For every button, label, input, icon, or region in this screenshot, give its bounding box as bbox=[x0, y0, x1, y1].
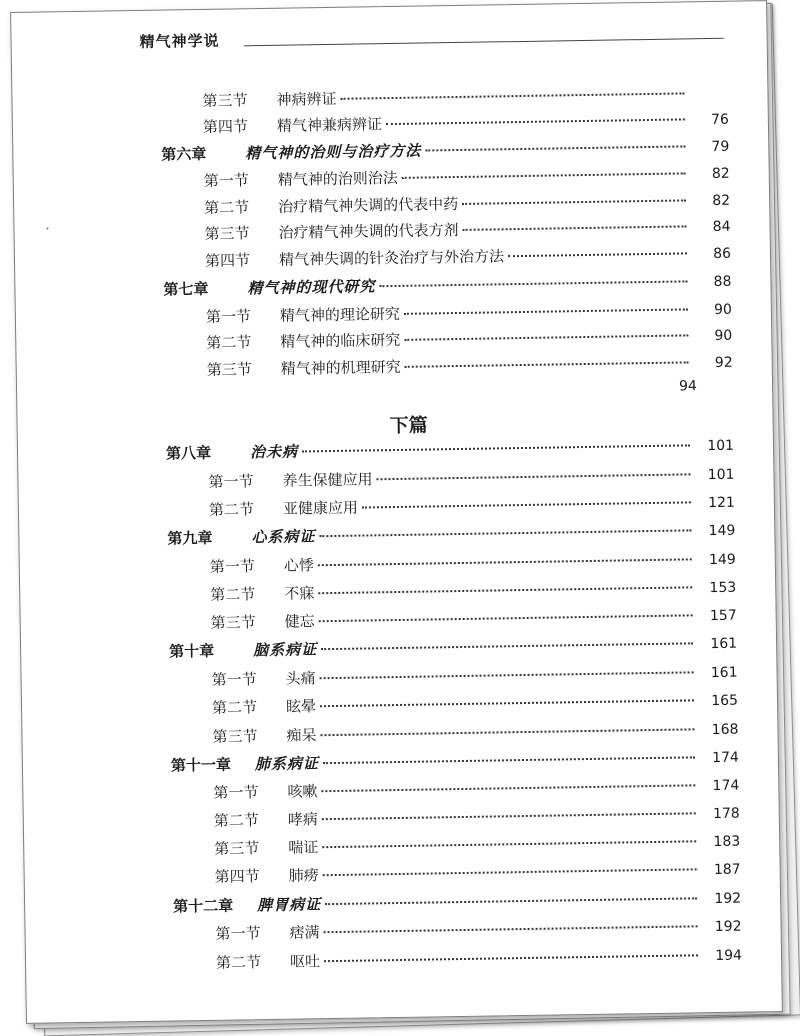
toc-entry-title: 治疗精气神失调的代表中药 bbox=[278, 194, 459, 216]
toc-leader-dots bbox=[319, 529, 691, 537]
toc-section-entry[interactable] bbox=[214, 802, 740, 831]
toc-entry-title: 养生保健应用 bbox=[282, 470, 373, 490]
toc-leader-dots bbox=[404, 308, 688, 314]
toc-entry-number: 第二节 bbox=[206, 333, 252, 352]
toc-page-number: 183 bbox=[713, 833, 741, 851]
toc-page-number: 84 bbox=[712, 218, 731, 235]
toc-leader-dots bbox=[341, 92, 685, 99]
toc-leader-dots bbox=[402, 172, 686, 178]
toc-entry-title: 治疗精气神失调的代表方剂 bbox=[278, 220, 459, 242]
toc-leader-dots bbox=[508, 252, 687, 257]
toc-section-entry[interactable] bbox=[208, 463, 734, 492]
toc-section-entry[interactable] bbox=[207, 351, 733, 380]
toc-page-number: 90 bbox=[714, 327, 733, 344]
toc-entry-title: 咳嗽 bbox=[287, 782, 318, 801]
toc-entry-title: 亚健康应用 bbox=[282, 498, 359, 518]
toc-entry-number: 第一节 bbox=[203, 171, 249, 190]
toc-entry-title: 脑系病证 bbox=[253, 640, 318, 660]
toc-entry-title: 心悸 bbox=[283, 556, 314, 575]
toc-entry-title: 喘证 bbox=[288, 838, 319, 857]
toc-leader-dots bbox=[325, 897, 697, 905]
toc-entry-title: 哮病 bbox=[287, 810, 318, 829]
toc-page-number: 82 bbox=[712, 192, 731, 209]
toc-leader-dots bbox=[386, 118, 685, 125]
toc-entry-title: 治未病 bbox=[249, 442, 299, 462]
toc-entry-title: 精气神的机理研究 bbox=[280, 357, 401, 378]
toc-entry-number: 第一节 bbox=[209, 557, 255, 576]
toc-chapter-entry[interactable] bbox=[171, 746, 739, 776]
toc-leader-dots bbox=[404, 334, 688, 340]
toc-leader-dots bbox=[323, 868, 697, 876]
toc-entry-number: 第三节 bbox=[210, 613, 256, 632]
toc-page bbox=[10, 0, 783, 1024]
toc-chapter-entry[interactable] bbox=[173, 887, 741, 917]
toc-page-number bbox=[689, 98, 729, 99]
toc-leader-dots bbox=[324, 925, 698, 933]
toc-page-number: 161 bbox=[710, 664, 738, 682]
toc-entry-title: 精气神的治则与治疗方法 bbox=[245, 141, 422, 163]
toc-page-number: 149 bbox=[708, 522, 736, 540]
toc-page-number: 88 bbox=[713, 273, 732, 290]
table-of-contents bbox=[11, 1, 782, 1023]
toc-leader-dots bbox=[318, 586, 692, 594]
toc-section-entry[interactable] bbox=[204, 215, 730, 244]
toc-entry-number: 第二节 bbox=[210, 585, 256, 604]
toc-section-entry[interactable] bbox=[206, 324, 732, 353]
toc-chapter-entry[interactable] bbox=[169, 632, 737, 662]
toc-leader-dots bbox=[320, 699, 694, 707]
toc-page-number: 178 bbox=[712, 805, 740, 823]
toc-leader-dots bbox=[362, 501, 691, 508]
toc-section-entry[interactable] bbox=[203, 108, 729, 137]
toc-entry-title: 不寐 bbox=[284, 584, 315, 603]
toc-entry-title: 精气神的现代研究 bbox=[247, 277, 376, 298]
toc-entry-title: 精气神失调的针灸治疗与外治方法 bbox=[278, 247, 505, 269]
toc-chapter-entry[interactable] bbox=[161, 135, 729, 165]
toc-section-entry[interactable] bbox=[204, 162, 730, 191]
toc-leader-dots bbox=[323, 756, 695, 764]
toc-leader-dots bbox=[376, 473, 690, 480]
toc-leader-dots bbox=[463, 225, 687, 231]
toc-section-entry[interactable] bbox=[216, 944, 742, 973]
toc-page-number: 79 bbox=[711, 138, 730, 156]
toc-entry-number: 第四节 bbox=[202, 117, 249, 136]
toc-entry-number: 第三节 bbox=[214, 839, 260, 858]
toc-page-number: 121 bbox=[708, 494, 736, 512]
toc-section-entry[interactable] bbox=[215, 915, 741, 944]
toc-section-entry[interactable] bbox=[213, 774, 739, 803]
toc-entry-number: 第七章 bbox=[163, 279, 209, 299]
toc-entry-number: 第一节 bbox=[205, 307, 252, 326]
toc-entry-title: 眩晕 bbox=[285, 697, 317, 716]
paper-speck bbox=[46, 227, 48, 229]
toc-section-entry[interactable] bbox=[215, 858, 741, 887]
toc-page-number: 168 bbox=[711, 721, 739, 739]
toc-entry-number: 第二节 bbox=[204, 198, 250, 217]
toc-entry-number: 第二节 bbox=[213, 811, 259, 830]
toc-section-entry[interactable] bbox=[211, 661, 737, 690]
running-header: 精气神学说 bbox=[139, 31, 220, 51]
toc-entry-number: 第四节 bbox=[214, 867, 260, 886]
toc-page-number: 94 bbox=[678, 378, 698, 395]
toc-section-entry[interactable] bbox=[210, 576, 736, 605]
toc-chapter-entry[interactable] bbox=[166, 434, 734, 464]
toc-entry-title: 痞满 bbox=[289, 923, 320, 942]
toc-leader-dots bbox=[321, 784, 695, 792]
toc-leader-dots bbox=[321, 642, 693, 650]
toc-entry-title: 精气神的理论研究 bbox=[279, 304, 401, 325]
toc-entry-number: 第四节 bbox=[204, 251, 251, 270]
toc-entry-number: 第三节 bbox=[204, 224, 250, 243]
toc-entry-title: 头痛 bbox=[285, 669, 316, 688]
toc-page-number: 192 bbox=[714, 890, 742, 908]
toc-entry-number: 第十一章 bbox=[170, 755, 232, 775]
toc-section-entry[interactable] bbox=[212, 689, 738, 718]
toc-leader-dots bbox=[405, 361, 689, 367]
toc-entry-number: 第一节 bbox=[213, 783, 259, 802]
toc-leader-dots bbox=[318, 558, 692, 566]
toc-page-number: 194 bbox=[715, 947, 743, 965]
toc-leader-dots bbox=[322, 812, 696, 820]
toc-page-number: 92 bbox=[714, 354, 733, 371]
toc-page-number: 90 bbox=[713, 301, 732, 318]
toc-entry-number: 第三节 bbox=[212, 727, 258, 746]
toc-page-number: 187 bbox=[713, 861, 741, 879]
toc-entry-number: 第二节 bbox=[208, 500, 255, 519]
toc-entry-title: 心系病证 bbox=[251, 527, 316, 547]
toc-entry-number: 第九章 bbox=[167, 528, 213, 548]
toc-leader-dots bbox=[322, 840, 696, 848]
toc-entry-title: 呕吐 bbox=[289, 952, 321, 971]
toc-page-number: 165 bbox=[711, 692, 739, 710]
toc-page-number: 86 bbox=[713, 245, 732, 262]
toc-leader-dots bbox=[320, 671, 694, 679]
toc-entry-number: 第十二章 bbox=[173, 896, 234, 916]
toc-leader-dots bbox=[462, 199, 686, 205]
toc-section-entry[interactable] bbox=[202, 82, 728, 111]
toc-entry-title: 痴呆 bbox=[286, 726, 317, 745]
toc-entry-number: 第一节 bbox=[215, 924, 261, 943]
toc-entry-title: 脾胃病证 bbox=[257, 895, 322, 915]
toc-entry-number: 第三节 bbox=[206, 360, 252, 379]
toc-section-entry[interactable] bbox=[206, 298, 732, 327]
toc-entry-number: 第六章 bbox=[161, 144, 207, 164]
part-title: 下篇 bbox=[389, 414, 428, 438]
toc-leader-dots bbox=[302, 444, 690, 452]
toc-entry-number: 第二节 bbox=[211, 698, 258, 717]
toc-entry-number: 第三节 bbox=[202, 91, 248, 110]
toc-entry-title: 肺系病证 bbox=[254, 754, 320, 774]
toc-chapter-entry[interactable] bbox=[163, 270, 731, 300]
toc-leader-dots bbox=[319, 614, 693, 622]
toc-section-entry[interactable] bbox=[214, 830, 740, 859]
toc-entry-title: 神病辨证 bbox=[276, 89, 337, 109]
toc-page-number: 76 bbox=[710, 111, 730, 129]
toc-entry-number: 第八章 bbox=[165, 443, 212, 463]
toc-leader-dots bbox=[320, 728, 694, 736]
toc-entry-number: 第十章 bbox=[169, 641, 215, 661]
toc-page-number: 174 bbox=[712, 749, 740, 767]
toc-page-number: 149 bbox=[708, 551, 736, 569]
toc-page-number: 161 bbox=[710, 635, 738, 653]
toc-section-entry[interactable] bbox=[204, 189, 730, 218]
toc-page-number: 157 bbox=[709, 607, 737, 625]
toc-entry-title: 肺痨 bbox=[288, 866, 319, 885]
toc-entry-title: 健忘 bbox=[284, 612, 315, 631]
toc-entry-title: 精气神兼病辨证 bbox=[276, 115, 383, 135]
toc-section-entry[interactable] bbox=[212, 718, 738, 747]
toc-page-number: 82 bbox=[711, 165, 730, 183]
toc-page-number: 174 bbox=[712, 777, 740, 795]
toc-page-number: 192 bbox=[714, 918, 742, 936]
toc-chapter-entry[interactable] bbox=[167, 519, 735, 549]
toc-section-entry[interactable] bbox=[210, 548, 736, 577]
toc-leader-dots bbox=[379, 280, 687, 287]
toc-section-entry[interactable] bbox=[211, 604, 737, 633]
toc-page-number: 101 bbox=[707, 437, 735, 455]
toc-leader-dots bbox=[425, 145, 685, 151]
toc-section-entry[interactable] bbox=[205, 242, 731, 271]
toc-entry-number: 第二节 bbox=[215, 953, 262, 972]
toc-section-entry[interactable] bbox=[209, 491, 735, 520]
toc-entry-number: 第一节 bbox=[208, 472, 254, 491]
toc-entry-title: 精气神的临床研究 bbox=[280, 330, 401, 351]
toc-page-number: 101 bbox=[707, 466, 735, 484]
toc-leader-dots bbox=[324, 954, 698, 962]
toc-page-number: 153 bbox=[709, 579, 737, 597]
toc-entry-number: 第一节 bbox=[211, 670, 257, 689]
toc-entry-title: 精气神的治则治法 bbox=[277, 168, 398, 189]
